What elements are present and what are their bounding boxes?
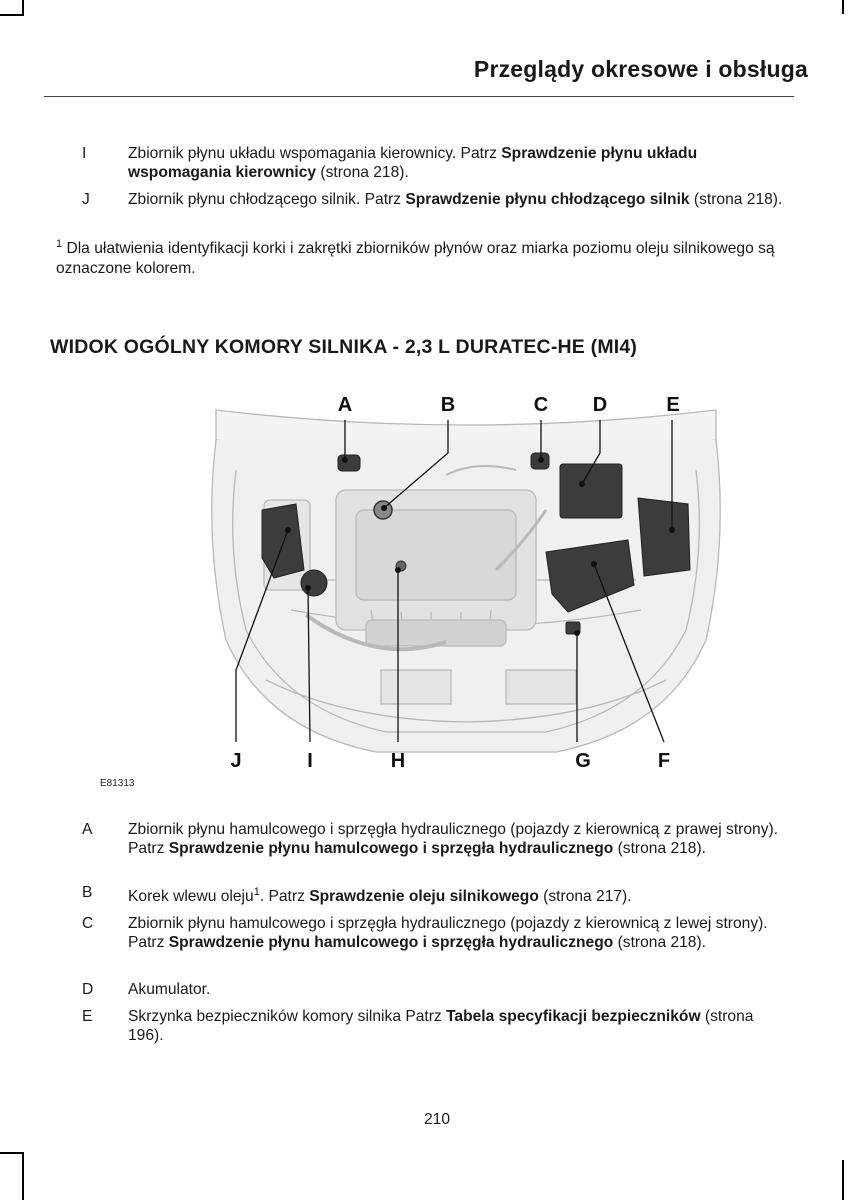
callout-d: D: [592, 394, 608, 416]
item-letter: C: [82, 915, 94, 932]
item-letter: E: [82, 1008, 93, 1025]
crop-mark-top-left-h: [0, 14, 24, 16]
item-letter: D: [82, 981, 94, 998]
footnote: $^1$ Dla ułatwienia identyfikacji korki i zakrętki zbiorników płynów oraz miarka poziomu oleju silnikowego są oznaczone kolorem.: [56, 238, 775, 278]
crop-mark-bottom-left-h: [0, 1152, 24, 1154]
callout-i: I: [307, 750, 313, 772]
callout-c: C: [533, 394, 549, 416]
cross-reference[interactable]: Sprawdzenie płynu hamulcowego i sprzęgła hydraulicznego: [168, 934, 614, 951]
cross-reference[interactable]: Sprawdzenie płynu hamulcowego i sprzęgła hydraulicznego: [168, 840, 614, 857]
item-letter: B: [82, 884, 93, 901]
item-letter: A: [82, 821, 93, 838]
cross-reference[interactable]: Sprawdzenie płynu chłodzącego silnik: [405, 191, 690, 208]
callout-b: B: [440, 394, 456, 416]
page-number: 210: [423, 1111, 451, 1128]
cross-reference[interactable]: Tabela specyfikacji bezpieczników: [446, 1008, 701, 1025]
item-text: Korek wlewu oleju$^1$. Patrz Sprawdzenie oleju silnikowego (strona 217).: [128, 886, 632, 906]
title-divider: [44, 96, 794, 97]
item-text: Zbiornik płynu hamulcowego i sprzęgła hydraulicznego (pojazdy z kierownicą z lewej strony). Patrz Sprawdzenie płynu hamulcowego i sprzęgła hydraulicznego (strona 218).: [128, 915, 768, 951]
item-text: Akumulator.: [128, 981, 211, 998]
cross-reference[interactable]: Sprawdzenie płynu układu wspomagania kierownicy: [128, 145, 698, 181]
footnote-ref: 1: [253, 886, 260, 898]
callout-h: H: [390, 750, 406, 772]
crop-mark-top-left-v: [22, 0, 24, 14]
section-heading: WIDOK OGÓLNY KOMORY SILNIKA - 2,3 L DURATEC-HE (MI4): [50, 336, 638, 358]
callout-a: A: [337, 394, 353, 416]
callout-j: J: [230, 750, 242, 772]
cross-reference[interactable]: Sprawdzenie oleju silnikowego: [309, 888, 539, 906]
crop-mark-bottom-right: [842, 1160, 844, 1200]
crop-mark-bottom-left-v: [22, 1152, 24, 1200]
callout-f: F: [657, 750, 671, 772]
engine-bay-illustration: [196, 380, 736, 780]
item-text: Skrzynka bezpieczników komory silnika Patrz Tabela specyfikacji bezpieczników (strona 196).: [128, 1008, 754, 1044]
page-title: Przeglądy okresowe i obsługa: [473, 56, 808, 82]
item-text: Zbiornik płynu chłodzącego silnik. Patrz Sprawdzenie płynu chłodzącego silnik (strona 218).: [128, 191, 783, 208]
figure-code: E81313: [100, 778, 135, 789]
callout-e: E: [666, 394, 680, 416]
item-text: Zbiornik płynu układu wspomagania kierownicy. Patrz Sprawdzenie płynu układu wspomagania kierownicy (strona 218).: [128, 145, 698, 181]
callout-g: G: [575, 750, 591, 772]
item-letter: I: [82, 145, 87, 162]
crop-mark-top-right: [842, 0, 844, 14]
item-text: Zbiornik płynu hamulcowego i sprzęgła hydraulicznego (pojazdy z kierownicą z prawej strony). Patrz Sprawdzenie płynu hamulcowego i sprzęgła hydraulicznego (strona 218).: [128, 821, 779, 857]
footnote-marker: 1: [56, 238, 63, 250]
item-letter: J: [82, 191, 90, 208]
